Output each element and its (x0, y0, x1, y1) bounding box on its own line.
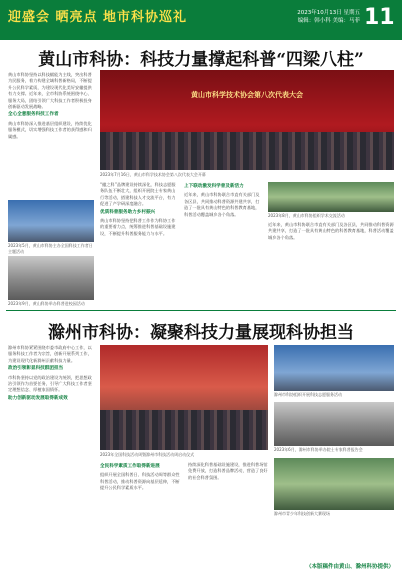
hero-caption: 2023年7月16日，黄山市科学技术协会第八次代表大会开幕 (100, 172, 206, 177)
photo6-caption: 滁州市科协组织开展科技志愿服务活动 (274, 392, 342, 397)
article2-col2 (100, 462, 182, 562)
article2-col1-sub2: 助力创新驱动发展取得新成效 (8, 395, 68, 401)
article2-col3-text: 持续深化科普基础设施建设，推进科普场馆免费开放，打造科普品牌活动，营造了良好的社会科普氛围。 (188, 462, 268, 480)
article1-col1-sub: 全心全意服务科技工作者 (8, 112, 59, 118)
photo2-caption: 2023年5月，黄山市科协主办全国科技工作者日主题活动 (8, 243, 93, 254)
article1-col4-text: 近年来，黄山市科协联合市直有关部门及各区县，共同推动科普资源共建共享，打造了一批具有黄山特色的科普教育基地，科普活动覆盖城乡各个角落。 (268, 222, 394, 240)
photo-3 (8, 256, 94, 300)
photo-8 (274, 458, 394, 510)
photo5-crowd (100, 410, 268, 450)
article1-col2-sub: 优质科普服务助力乡村振兴 (100, 209, 156, 215)
article2-col1 (8, 345, 94, 545)
masthead-bar (0, 0, 402, 40)
photo-6 (274, 345, 394, 391)
hero-photo (100, 70, 394, 170)
article1-col1-text: 黄山市科协坚持以科技赋能为主线，突出科普为民服务，着力构建全域科普新格局，不断提升公民科学素质，为建设现代化美好安徽提供有力支撑。近年来，全市科协系统围绕中心、服务大局，团结引领广大科技工作者积极投身创新驱动发展战略。 (8, 72, 92, 110)
editor-line: 编辑：韩小科 美编：马菲 (297, 18, 360, 24)
photo5-caption: 2023年全国科技活动周暨滁州市科技活动周启动仪式 (100, 452, 195, 457)
article2-col3 (188, 462, 268, 562)
article1-col1-text2: 黄山市科协深入推进基层组织建设，持续优化服务模式，切实增强科技工作者的获得感和归属感。 (8, 120, 92, 139)
masthead-meta (297, 9, 360, 25)
article2-headline: 滁州市科协：凝聚科技力量展现科协担当 (48, 323, 354, 343)
article1-col1 (8, 72, 94, 197)
photo8-caption: 滁州市青少年科技创新大赛现场 (274, 511, 330, 516)
article1-col2-text2: 黄山市科协坚持把科普工作作为科协工作的重要着力点，统筹推进科普基础设施建设，不断提升科普服务能力与水平。 (100, 218, 176, 236)
photo3-caption: 2023年9月，黄山科协举办科普进校园活动 (8, 301, 85, 306)
hero-banner: 黄山市科学技术协会第八次代表大会 (191, 91, 303, 99)
photo-4 (268, 182, 394, 212)
article2-col2-sub: 全民科学素质工作取得新进展 (100, 464, 160, 469)
article2-col1-text: 滁州市科协紧紧围绕市委市政府中心工作，以服务科技工作者为宗旨，创新开展系列工作，为建设现代化新滁州贡献科技力量。 (8, 345, 92, 363)
photo-2 (8, 200, 94, 242)
article2-col1-text2: 市科协坚持以党的政治建设为统领，把思想政治引领作为首要任务，引导广大科技工作者坚定理想信念、厚植家国情怀。 (8, 374, 92, 393)
source-note: （本版稿件由黄山、滁州科协提供） (305, 564, 394, 570)
article1-col2-text: “徽之科”品牌建设持续深化，科技志愿服务队伍不断壮大，组织开展院士专家黄山行等活动，搭建科技人才交流平台，有力促进了产学研深度融合。 (100, 182, 176, 207)
article2-col2-text: 组织开展全国科普日、科技活动周等群众性科普活动，推动科普资源向基层延伸，不断提升公民科学素质水平。 (100, 472, 180, 491)
photo4-caption: 2023年8月，黄山市科协组织学术交流活动 (268, 213, 345, 218)
article1-col4 (268, 222, 394, 304)
photo-7 (274, 402, 394, 446)
article2-col1-sub: 政治引领彰显科技群团担当 (8, 366, 64, 372)
article1-col3-text: 近年来，黄山市科协联合市直有关部门及各区县，共同推动科普资源共建共享，打造了一批具有黄山特色的科普教育基地，科普活动覆盖城乡各个角落。 (184, 192, 260, 217)
article1-col2 (100, 182, 178, 304)
hero-crowd (100, 132, 394, 170)
article1-col3 (184, 182, 262, 304)
masthead-slogan: 迎盛会 晒亮点 地市科协巡礼 (8, 10, 188, 25)
page-number: 11 (364, 5, 395, 30)
article1-headline: 黄山市科协：科技力量撑起科普“四梁八柱” (38, 50, 364, 70)
photo7-caption: 2023年6月，滁州市科协举办院士专家科普报告会 (274, 447, 363, 452)
section-divider (6, 310, 396, 311)
article1-col3-sub: 上下联动激发科学普及新活力 (184, 184, 244, 189)
photo-5 (100, 345, 268, 450)
date-line: 2023年10月13日 星期五 (297, 10, 360, 16)
